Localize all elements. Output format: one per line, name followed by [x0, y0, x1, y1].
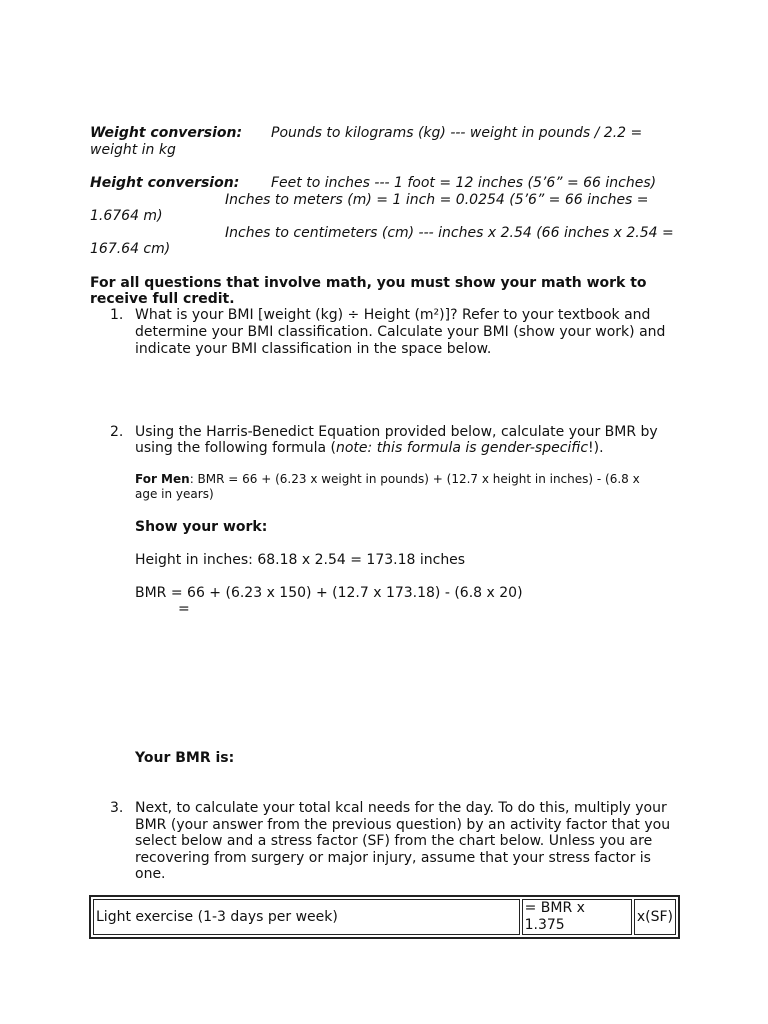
gender-specific-note: note: this formula is gender-specific — [335, 440, 589, 456]
stress-factor-cell: x(SF) — [634, 899, 676, 935]
question-2-line1: Using the Harris-Benedict Equation provided below, calculate your BMR by — [135, 424, 658, 440]
question-3-line2: BMR (your answer from the previous question) by an activity factor that you — [135, 817, 671, 833]
question-1-number: 1. — [110, 307, 124, 323]
question-2-line2-end: !). — [588, 440, 604, 456]
table-row — [93, 899, 676, 935]
question-3-line4: recovering from surgery or major injury, assume that your stress factor is — [135, 850, 651, 866]
height-conversion-line5: 167.64 cm) — [90, 241, 171, 257]
men-formula-text: : BMR = 66 + (6.23 x weight in pounds) + (12.7 x height in inches) - (6.8 x — [189, 472, 640, 486]
question-2-line2-start: using the following formula ( — [135, 440, 336, 456]
height-conversion-label: Height conversion: — [90, 175, 240, 191]
show-work-heading: Show your work: — [135, 519, 268, 535]
height-conversion-line1: Feet to inches --- 1 foot = 12 inches (5’6” = 66 inches) — [271, 175, 657, 191]
question-2-line2 — [135, 440, 604, 457]
question-1-line3: indicate your BMI classification in the space below. — [135, 341, 492, 357]
question-2-number: 2. — [110, 424, 124, 440]
men-formula-label: For Men — [135, 472, 190, 486]
men-formula-line2: age in years) — [135, 487, 214, 501]
activity-cell: Light exercise (1-3 days per week) — [93, 899, 520, 935]
men-formula-line1 — [135, 472, 640, 487]
question-3-number: 3. — [110, 800, 124, 816]
instruction-line2: receive full credit. — [90, 291, 235, 307]
bmr-work-line: BMR = 66 + (6.23 x 150) + (12.7 x 173.18) - (6.8 x 20) — [135, 585, 523, 601]
height-conversion-line2: Inches to meters (m) = 1 inch = 0.0254 (5’6” = 66 inches = — [225, 192, 649, 208]
question-3-line5: one. — [135, 866, 166, 882]
height-conversion-line3: 1.6764 m) — [90, 208, 163, 224]
question-1-line2: determine your BMI classification. Calculate your BMI (show your work) and — [135, 324, 666, 340]
your-bmr-label: Your BMR is: — [135, 750, 235, 766]
height-conversion-line4: Inches to centimeters (cm) --- inches x 2.54 (66 inches x 2.54 = — [225, 225, 674, 241]
weight-conversion-line2: weight in kg — [90, 142, 176, 158]
weight-conversion-line1: Pounds to kilograms (kg) --- weight in pounds / 2.2 = — [271, 125, 643, 141]
question-3-line3: select below and a stress factor (SF) from the chart below. Unless you are — [135, 833, 653, 849]
activity-factor-table — [89, 895, 680, 939]
instruction-line1: For all questions that involve math, you must show your math work to — [90, 275, 647, 291]
formula-cell: = BMR x 1.375 — [522, 899, 632, 935]
question-1-line1: What is your BMI [weight (kg) ÷ Height (m²)]? Refer to your textbook and — [135, 307, 651, 323]
bmr-equals: = — [178, 601, 190, 617]
question-3-line1: Next, to calculate your total kcal needs for the day. To do this, multiply your — [135, 800, 667, 816]
weight-conversion-label: Weight conversion: — [90, 125, 243, 141]
height-work-line: Height in inches: 68.18 x 2.54 = 173.18 inches — [135, 552, 466, 568]
